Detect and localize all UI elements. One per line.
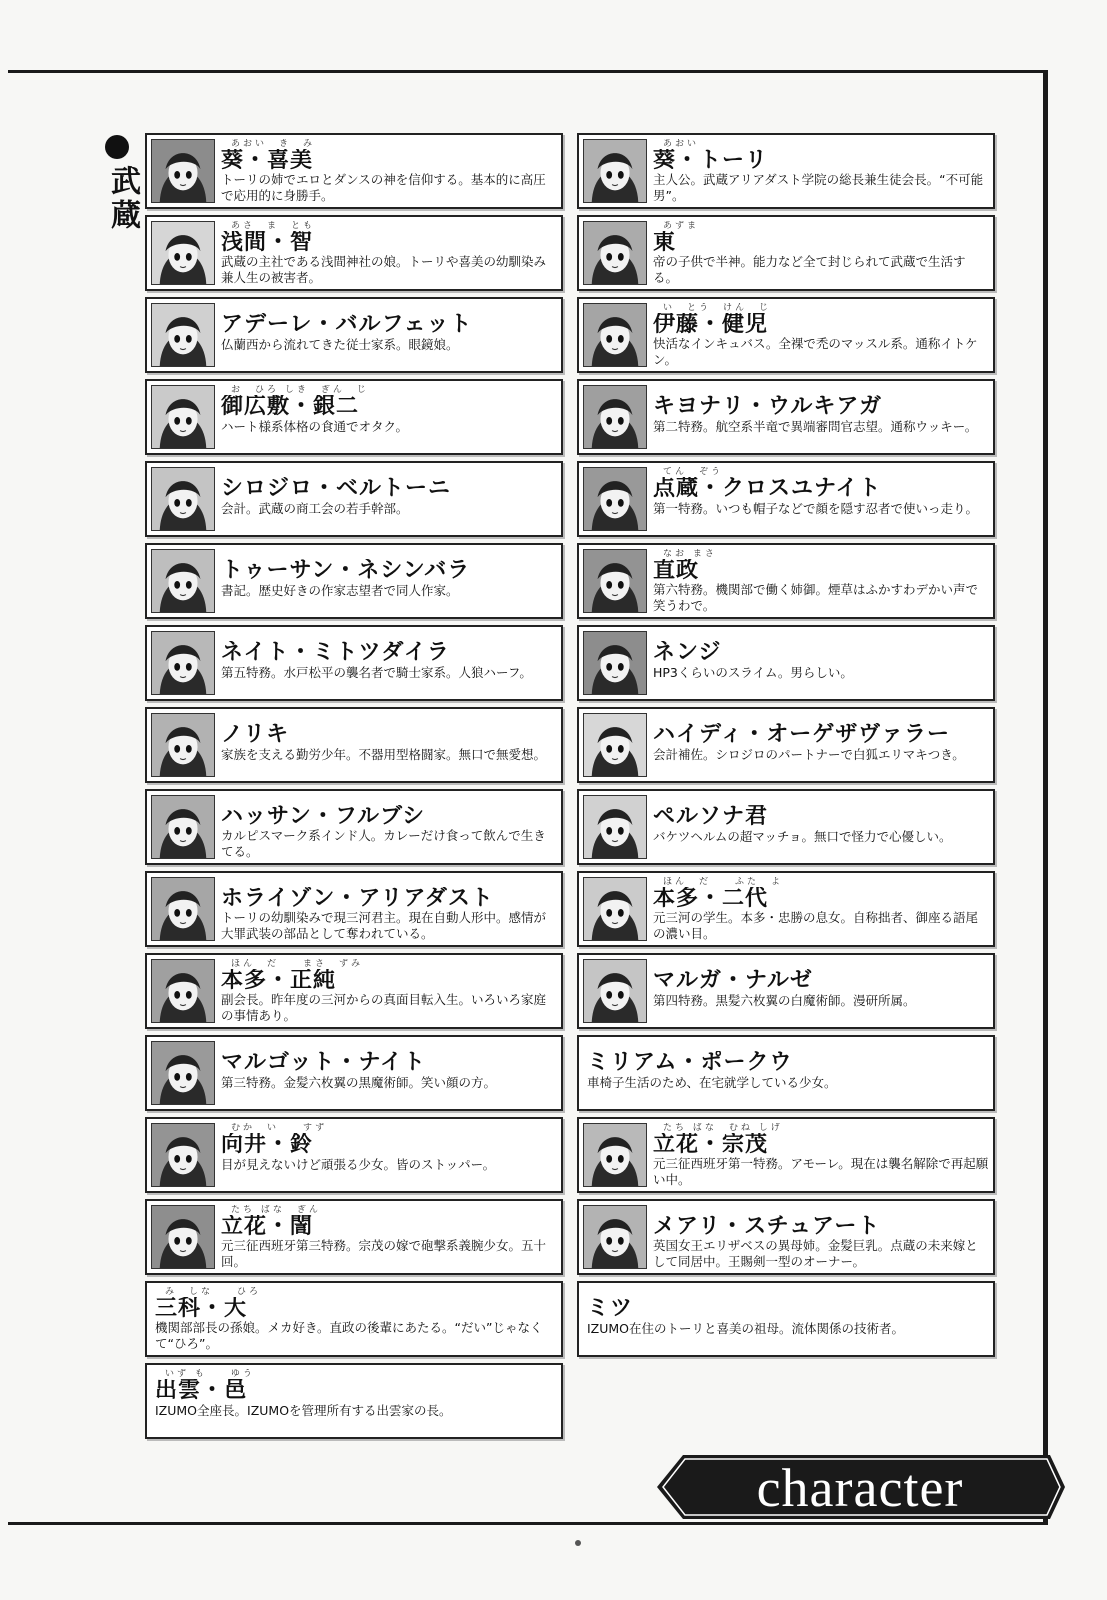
character-name: ミリアム・ポークウ [587, 1051, 793, 1075]
character-portrait-icon [583, 221, 647, 285]
character-description: 目が見えないけど頑張る少女。皆のストッパー。 [221, 1157, 496, 1172]
character-info [653, 139, 989, 203]
character-name: ネイト・ミトツダイラ [221, 641, 450, 665]
footer-label: character [756, 1458, 964, 1518]
character-description: ハート様系体格の食通でオタク。 [221, 419, 409, 434]
name-reading [653, 385, 989, 395]
character-info [653, 303, 989, 367]
character-description: 会計補佐。シロジロのパートナーで白狐エリマキつき。 [653, 747, 965, 762]
character-info [653, 631, 989, 695]
character-name: マルガ・ナルゼ [653, 969, 813, 993]
character-name: ハイディ・オーゲザヴァラー [653, 723, 951, 747]
character-name: シロジロ・ベルトーニ [221, 477, 452, 501]
character-name: 本多・二代 [653, 886, 769, 910]
character-info [151, 1287, 557, 1351]
character-description: 元三征西班牙第三特務。宗茂の嫁で砲撃系義腕少女。五十回。 [221, 1237, 547, 1269]
character-card [145, 1199, 563, 1275]
character-card [577, 707, 995, 783]
character-description: 元三河の学生。本多・忠勝の息女。自称拙者、御座る語尾の濃い目。 [653, 909, 979, 941]
character-name: ペルソナ君 [653, 805, 769, 829]
character-portrait-icon [151, 221, 215, 285]
character-name: 御広敷・銀二 [221, 395, 360, 419]
character-portrait-icon [151, 1041, 215, 1105]
character-card [145, 789, 563, 865]
character-card [145, 543, 563, 619]
character-portrait-icon [151, 549, 215, 613]
character-name: ホライゾン・アリアダスト [221, 886, 494, 910]
character-portrait-icon [583, 631, 647, 695]
character-card [145, 707, 563, 783]
name-reading [653, 959, 989, 969]
name-reading [221, 877, 557, 887]
character-description: 家族を支える勤労少年。不器用型格闘家。無口で無愛想。 [221, 747, 547, 762]
character-description: 第一特務。いつも帽子などで顔を隠す忍者で使いっ走り。 [653, 501, 979, 516]
character-banner [655, 1453, 1065, 1521]
character-description: 元三征西班牙第一特務。アモーレ。現在は襲名解除で再起願い中。 [653, 1155, 989, 1187]
character-portrait-icon [583, 713, 647, 777]
character-card [145, 1035, 563, 1111]
character-card [577, 1035, 995, 1111]
name-reading: ほん だ まさ ずみ [231, 959, 364, 969]
character-card [577, 461, 995, 537]
character-portrait-icon [151, 1123, 215, 1187]
character-info [221, 713, 557, 777]
character-description: 仏蘭西から流れてきた従士家系。眼鏡娘。 [221, 337, 459, 352]
character-card [145, 1117, 563, 1193]
character-info [653, 221, 989, 285]
name-reading [221, 467, 557, 477]
character-description: 第二特務。航空系半竜で異端審問官志望。通称ウッキー。 [653, 419, 978, 434]
character-name: 葵・喜美 [221, 148, 314, 172]
name-reading [221, 795, 557, 805]
character-info [653, 467, 989, 531]
character-portrait-icon [151, 713, 215, 777]
character-name: トゥーサン・ネシンバラ [221, 559, 471, 583]
print-speck [575, 1540, 581, 1546]
character-portrait-icon [151, 1205, 215, 1269]
name-reading: てん ぞう [663, 467, 724, 477]
character-card [145, 215, 563, 291]
name-reading: あずま [663, 221, 700, 231]
character-name: 三科・大 [155, 1296, 248, 1320]
character-description: 第五特務。水戸松平の襲名者で騎士家系。人狼ハーフ。 [221, 665, 532, 680]
character-portrait-icon [151, 385, 215, 449]
character-name: 葵・トーリ [653, 148, 769, 172]
name-reading [587, 1041, 989, 1051]
name-reading: み しな ひろ [165, 1287, 262, 1297]
character-name: ノリキ [221, 723, 290, 747]
character-name: 立花・誾 [221, 1214, 314, 1238]
character-name: ハッサン・フルブシ [221, 804, 426, 828]
character-portrait-icon [583, 303, 647, 367]
character-card [577, 1281, 995, 1357]
name-reading: お ひろ しき ぎん じ [231, 385, 369, 395]
character-info [221, 631, 557, 695]
character-name: 立花・宗茂 [653, 1132, 769, 1156]
name-reading [221, 1041, 557, 1051]
character-description: 会計。武蔵の商工会の若手幹部。 [221, 501, 409, 516]
character-card [145, 1281, 563, 1357]
character-card [145, 297, 563, 373]
character-portrait-icon [583, 1123, 647, 1187]
name-reading: たち ばな むね しげ [663, 1123, 783, 1133]
character-info [653, 877, 989, 941]
character-info [221, 959, 557, 1023]
bullet-icon [105, 135, 129, 159]
character-card [577, 133, 995, 209]
section-title: 武蔵 [105, 165, 140, 233]
character-info [653, 795, 989, 859]
name-reading [653, 1205, 989, 1215]
character-card [577, 297, 995, 373]
name-reading: あさ ま とも [231, 221, 316, 231]
character-portrait-icon [583, 795, 647, 859]
character-portrait-icon [583, 877, 647, 941]
character-description: 副会長。昨年度の三河からの真面目転入生。いろいろ家庭の事情あり。 [221, 991, 547, 1023]
character-portrait-icon [151, 139, 215, 203]
character-description: 第三特務。金髪六枚翼の黒魔術師。笑い顔の方。 [221, 1075, 497, 1090]
character-name: キヨナリ・ウルキアガ [653, 395, 883, 419]
name-reading: なお まさ [663, 549, 717, 559]
character-description: 主人公。武蔵アリアダスト学院の総長兼生徒会長。“不可能男”。 [653, 171, 984, 203]
name-reading [653, 631, 989, 641]
character-card [145, 133, 563, 209]
character-card [577, 543, 995, 619]
character-name: ミツ [587, 1297, 634, 1321]
character-info [653, 385, 989, 449]
character-card [577, 379, 995, 455]
character-info [221, 877, 557, 941]
character-card [145, 953, 563, 1029]
name-reading: あおい [663, 139, 700, 149]
name-reading [221, 713, 557, 723]
character-portrait-icon [583, 549, 647, 613]
character-card [577, 1117, 995, 1193]
name-reading [221, 303, 557, 313]
character-info [221, 467, 557, 531]
character-description: トーリの姉でエロとダンスの神を信仰する。基本的に高圧で応用的に身勝手。 [221, 171, 546, 203]
character-name: 浅間・智 [221, 230, 314, 254]
character-portrait-icon [583, 959, 647, 1023]
name-reading [587, 1287, 989, 1297]
name-reading: い とう けん じ [663, 303, 772, 313]
character-card [577, 625, 995, 701]
character-description: カルピスマーク系インド人。カレーだけ食って飲んで生きてる。 [221, 827, 546, 859]
character-description: 快活なインキュバス。全裸で禿のマッスル系。通称イトケン。 [653, 335, 978, 367]
character-info [221, 795, 557, 859]
character-description: 英国女王エリザベスの異母姉。金髪巨乳。点蔵の未来嫁として同居中。王賜剣一型のオーナー。 [653, 1237, 978, 1269]
name-reading: ほん だ ふた よ [663, 877, 784, 887]
character-name: マルゴット・ナイト [221, 1051, 427, 1075]
character-card [577, 953, 995, 1029]
character-card [577, 1199, 995, 1275]
name-reading: たち ばな ぎん [231, 1205, 321, 1215]
character-name: メアリ・スチュアート [653, 1214, 881, 1238]
character-card [145, 461, 563, 537]
character-card [145, 871, 563, 947]
character-description: HP3くらいのスライム。男らしい。 [653, 665, 853, 680]
character-info [151, 1369, 557, 1433]
character-name: 本多・正純 [221, 968, 337, 992]
character-info [653, 713, 989, 777]
character-portrait-icon [151, 631, 215, 695]
name-reading: いず も ゆう [165, 1369, 255, 1379]
character-portrait-icon [151, 303, 215, 367]
character-portrait-icon [583, 385, 647, 449]
name-reading: むか い すず [231, 1123, 328, 1133]
character-name: ネンジ [653, 641, 722, 665]
character-portrait-icon [151, 959, 215, 1023]
character-grid [145, 133, 995, 1439]
character-info [653, 549, 989, 613]
name-reading [221, 631, 557, 641]
character-description: 武蔵の主社である浅間神社の娘。トーリや喜美の幼馴染み兼人生の被害者。 [221, 253, 547, 285]
character-info [221, 385, 557, 449]
section-label [100, 135, 140, 233]
character-info [653, 1123, 989, 1187]
character-card [577, 789, 995, 865]
character-portrait-icon [583, 467, 647, 531]
character-portrait-icon [151, 467, 215, 531]
name-reading [221, 549, 557, 559]
character-card [577, 215, 995, 291]
character-name: 点蔵・クロスユナイト [653, 477, 882, 501]
character-info [653, 959, 989, 1023]
name-reading [653, 795, 989, 805]
character-portrait-icon [151, 795, 215, 859]
character-info [221, 1123, 557, 1187]
character-name: アデーレ・バルフェット [221, 313, 473, 337]
character-name: 直政 [653, 558, 700, 582]
character-info [221, 139, 557, 203]
character-card [145, 1363, 563, 1439]
character-description: IZUMO全座長。IZUMOを管理所有する出雲家の長。 [155, 1403, 452, 1418]
character-info [583, 1041, 989, 1105]
character-description: 第四特務。黒髪六枚翼の白魔術師。漫研所属。 [653, 993, 916, 1008]
name-reading [653, 713, 989, 723]
character-name: 伊藤・健児 [653, 312, 769, 336]
character-description: IZUMO在住のトーリと喜美の祖母。流体関係の技術者。 [587, 1321, 905, 1336]
character-description: 車椅子生活のため、在宅就学している少女。 [587, 1075, 837, 1090]
character-info [221, 1205, 557, 1269]
character-name: 東 [653, 230, 677, 254]
character-card [145, 379, 563, 455]
character-description: 機関部部長の孫娘。メカ好き。直政の後輩にあたる。“だい”じゃなくて“ひろ”。 [155, 1319, 543, 1351]
character-card [577, 871, 995, 947]
character-info [583, 1287, 989, 1351]
character-info [221, 221, 557, 285]
character-info [653, 1205, 989, 1269]
name-reading: あおい き み [231, 139, 316, 149]
character-name: 出雲・邑 [155, 1379, 248, 1403]
character-name: 向井・鈴 [221, 1133, 314, 1157]
character-portrait-icon [151, 877, 215, 941]
character-description: バケツヘルムの超マッチョ。無口で怪力で心優しい。 [653, 829, 952, 844]
character-description: 書記。歴史好きの作家志望者で同人作家。 [221, 583, 459, 598]
character-description: 帝の子供で半神。能力など全て封じられて武蔵で生活する。 [653, 253, 966, 285]
character-portrait-icon [583, 1205, 647, 1269]
character-portrait-icon [583, 139, 647, 203]
character-info [221, 1041, 557, 1105]
character-description: 第六特務。機関部で働く姉御。煙草はふかすわデかい声で笑うわで。 [653, 581, 979, 613]
character-info [221, 303, 557, 367]
character-info [221, 549, 557, 613]
character-description: トーリの幼馴染みで現三河君主。現在自動人形中。感情が大罪武装の部品として奪われている。 [221, 909, 547, 941]
character-card [145, 625, 563, 701]
